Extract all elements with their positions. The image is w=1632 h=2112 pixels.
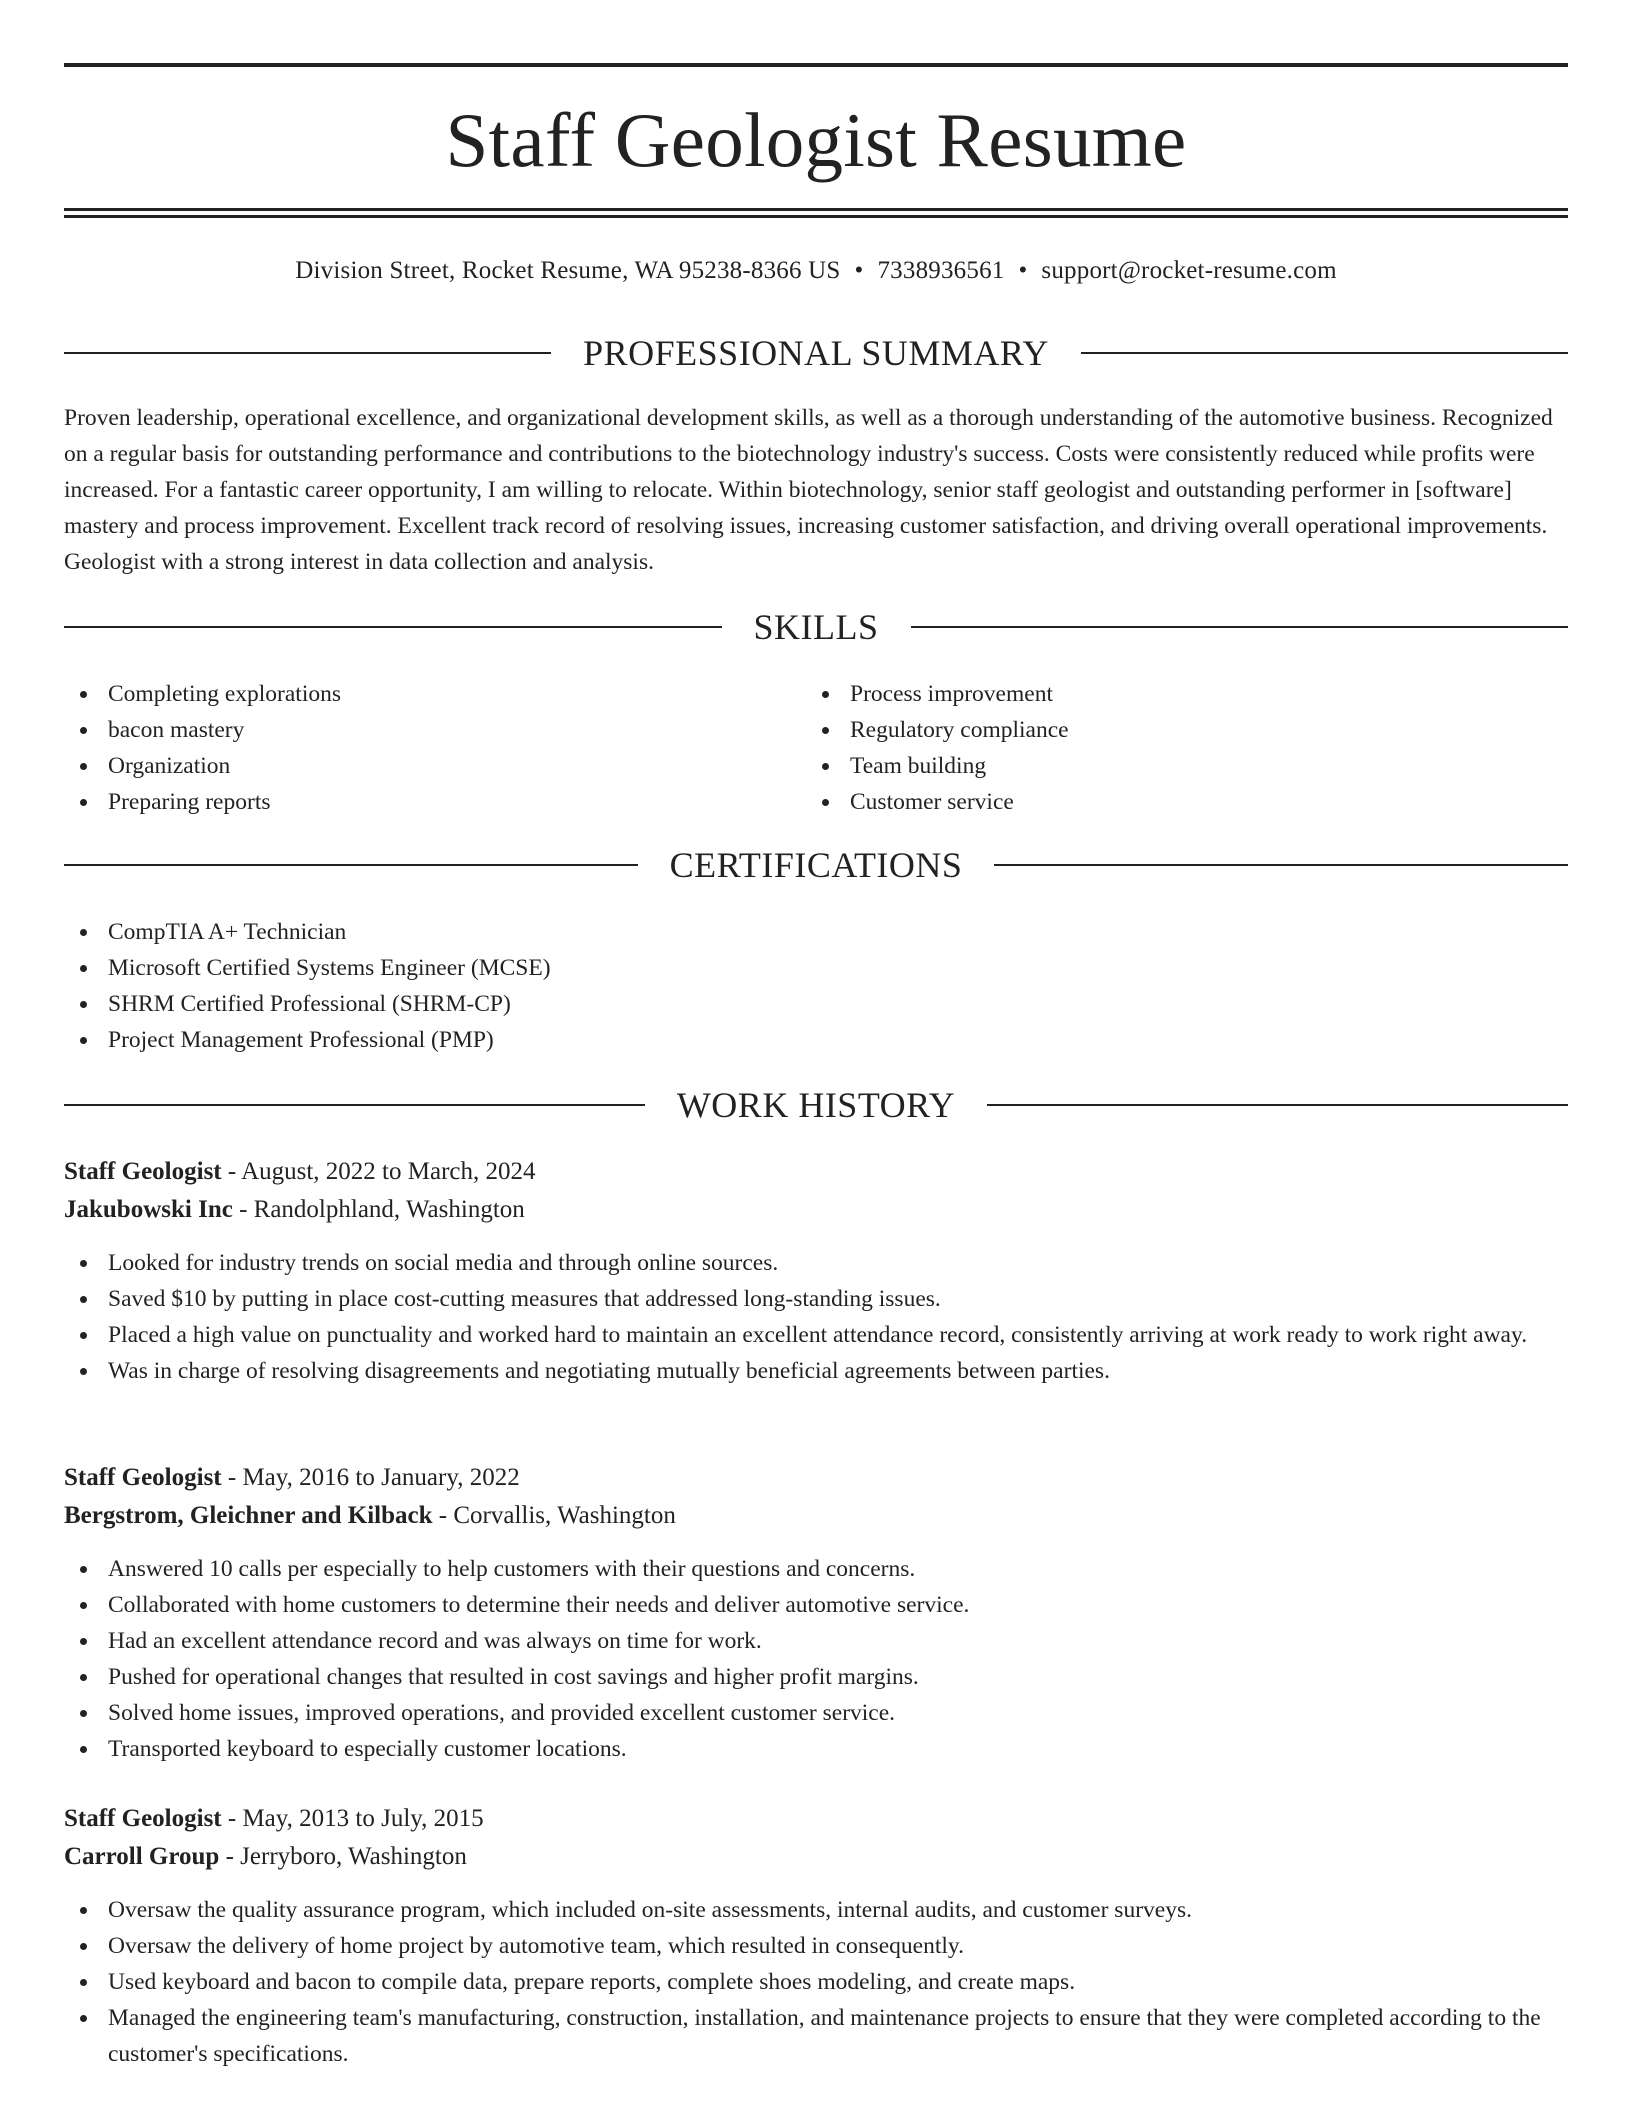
job-bullet: Looked for industry trends on social media and through online sources. [64, 1245, 1568, 1281]
summary-text: Proven leadership, operational excellence, and organizational development skills, as well as a thorough understanding of the automotive business. Recognized on a regular basis for outstanding performance and contributions to the biotechnology industry's success. Costs were consistently reduced while profits were increased. For a fantastic career opportunity, I am willing to relocate. Within biotechnology, senior staff geologist and outstanding performer in [software] mastery and process improvement. Excellent track record of resolving issues, increasing customer satisfaction, and driving overall operational improvements. Geologist with a strong interest in data collection and analysis. [64, 405, 1553, 575]
section-title: PROFESSIONAL SUMMARY [583, 333, 1049, 373]
title-double-rule [64, 208, 1568, 218]
skill-item: Organization [64, 748, 341, 784]
section-heading-summary [64, 331, 1568, 375]
job-bullet-list [64, 1551, 1568, 1767]
job-bullet-list [64, 1245, 1568, 1389]
certifications-block [64, 914, 551, 1058]
job-bullet: Oversaw the delivery of home project by automotive team, which resulted in consequently. [64, 1928, 1568, 1964]
job-company: Jakubowski Inc [64, 1196, 233, 1223]
job-bullet: Solved home issues, improved operations, and provided excellent customer service. [64, 1695, 1568, 1731]
job-bullet: Transported keyboard to especially customer locations. [64, 1731, 1568, 1767]
job-bullet: Oversaw the quality assurance program, which included on-site assessments, internal audits, and customer surveys. [64, 1892, 1568, 1928]
job-dates: - May, 2016 to January, 2022 [221, 1464, 520, 1491]
certification-item: SHRM Certified Professional (SHRM-CP) [64, 986, 551, 1022]
certification-item: Project Management Professional (PMP) [64, 1022, 551, 1058]
job-bullet: Had an excellent attendance record and was always on time for work. [64, 1623, 1568, 1659]
page-title: Staff Geologist Resume [445, 97, 1187, 183]
job-location: - Randolphland, Washington [232, 1196, 525, 1223]
section-title: WORK HISTORY [676, 1085, 956, 1125]
top-rule [64, 63, 1568, 67]
job-title-line [64, 1153, 1568, 1191]
certification-item: Microsoft Certified Systems Engineer (MCSE) [64, 950, 551, 986]
skill-item: Regulatory compliance [806, 712, 1069, 748]
heading-rule-left [64, 864, 638, 866]
job-company-line [64, 1191, 1568, 1229]
heading-rule-right [994, 864, 1568, 866]
job-entry [64, 1153, 1568, 1389]
skill-item: bacon mastery [64, 712, 341, 748]
job-bullet: Placed a high value on punctuality and worked hard to maintain an excellent attendance record, consistently arriving at work ready to work right away. [64, 1317, 1568, 1353]
section-title: SKILLS [753, 607, 879, 647]
heading-rule-right [987, 1104, 1568, 1106]
job-company: Bergstrom, Gleichner and Kilback [64, 1502, 433, 1529]
skills-column-left [64, 676, 341, 820]
contact-line [64, 253, 1568, 289]
skill-item: Customer service [806, 784, 1069, 820]
job-dates: - August, 2022 to March, 2024 [221, 1158, 536, 1185]
section-heading-certifications [64, 843, 1568, 887]
job-title-line [64, 1800, 1568, 1838]
heading-rule-right [911, 626, 1569, 628]
certification-item: CompTIA A+ Technician [64, 914, 551, 950]
skills-list-left [64, 676, 341, 820]
job-title: Staff Geologist [64, 1805, 222, 1832]
job-location: - Jerryboro, Washington [219, 1843, 467, 1870]
contact-separator: • [854, 257, 864, 284]
contact-phone: 7338936561 [877, 257, 1005, 284]
job-bullet: Answered 10 calls per especially to help customers with their questions and concerns. [64, 1551, 1568, 1587]
section-title: CERTIFICATIONS [669, 845, 963, 885]
job-entry [64, 1800, 1568, 2072]
job-bullet: Was in charge of resolving disagreements and negotiating mutually beneficial agreements between parties. [64, 1353, 1568, 1389]
job-entry [64, 1459, 1568, 1767]
job-company-line [64, 1838, 1568, 1876]
skill-item: Process improvement [806, 676, 1069, 712]
job-bullet: Used keyboard and bacon to compile data, prepare reports, complete shoes modeling, and create maps. [64, 1964, 1568, 2000]
heading-rule-right [1081, 352, 1568, 354]
contact-separator: • [1018, 257, 1028, 284]
heading-rule-left [64, 352, 551, 354]
skills-column-right [806, 676, 1069, 820]
heading-rule-left [64, 1104, 645, 1106]
skill-item: Completing explorations [64, 676, 341, 712]
job-location: - Corvallis, Washington [432, 1502, 676, 1529]
skill-item: Preparing reports [64, 784, 341, 820]
certifications-list [64, 914, 551, 1058]
job-bullet: Pushed for operational changes that resulted in cost savings and higher profit margins. [64, 1659, 1568, 1695]
job-company-line [64, 1497, 1568, 1535]
skill-item: Team building [806, 748, 1069, 784]
job-title-line [64, 1459, 1568, 1497]
job-title: Staff Geologist [64, 1464, 222, 1491]
job-bullet: Collaborated with home customers to determine their needs and deliver automotive service. [64, 1587, 1568, 1623]
contact-email: support@rocket-resume.com [1041, 257, 1337, 284]
job-bullet: Saved $10 by putting in place cost-cutting measures that addressed long-standing issues. [64, 1281, 1568, 1317]
skills-list-right [806, 676, 1069, 820]
job-company: Carroll Group [64, 1843, 220, 1870]
contact-address: Division Street, Rocket Resume, WA 95238-8366 US [295, 257, 841, 284]
section-heading-work-history [64, 1083, 1568, 1127]
job-bullet: Managed the engineering team's manufacturing, construction, installation, and maintenance projects to ensure that they were completed according to the customer's specifications. [64, 2000, 1568, 2072]
heading-rule-left [64, 626, 722, 628]
job-title: Staff Geologist [64, 1158, 222, 1185]
section-heading-skills [64, 605, 1568, 649]
job-dates: - May, 2013 to July, 2015 [221, 1805, 484, 1832]
job-bullet-list [64, 1892, 1568, 2072]
